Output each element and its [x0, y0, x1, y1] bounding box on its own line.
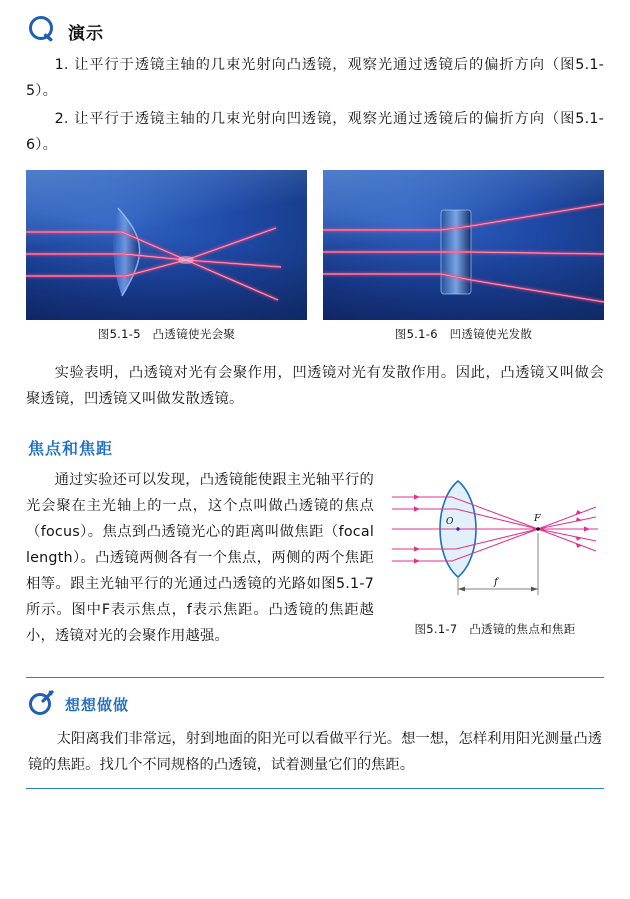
demo-title: 演示 — [68, 23, 104, 44]
svg-text:F: F — [534, 513, 541, 524]
svg-text:O: O — [446, 517, 454, 527]
svg-text:f: f — [494, 577, 498, 588]
demo-section-header — [28, 16, 604, 46]
figure-5-1-6 — [323, 170, 604, 342]
figure-5-1-5-caption: 图5.1-5 凸透镜使光会聚 — [97, 327, 236, 341]
focus-paragraph: 通过实验还可以发现，凸透镜能使跟主光轴平行的光会聚在主光轴上的一点，这个点叫做凸透镜的焦点（focus）。焦点到凸透镜光心的距离叫做焦距（focal length）。凸透镜两侧各有一个焦点，两侧的两个焦距相等。跟主光轴平行的光通过凸透镜的光路如图5.1-7所示。图中F表示焦点，f表示焦距。凸透镜的焦距越小，透镜对光的会聚作用越强。 — [26, 472, 374, 644]
focus-section-figure-column — [386, 467, 604, 637]
focus-section-body — [26, 467, 604, 651]
concave-lens-diverging-light-photo — [323, 170, 604, 320]
focus-section-text-column — [26, 467, 374, 651]
convex-lens-focus-diagram — [386, 471, 604, 611]
figure-5-1-6-caption: 图5.1-6 凹透镜使光发散 — [394, 327, 533, 341]
think-and-do-header — [28, 688, 604, 720]
think-and-do-text: 太阳离我们非常远，射到地面的阳光可以看做平行光。想一想，怎样利用阳光测量凸透镜的焦距。找几个不同规格的凸透镜，试着测量它们的焦距。 — [28, 731, 602, 773]
think-and-do-title: 想想做做 — [65, 695, 130, 714]
think-and-do-box — [26, 677, 604, 789]
convex-lens-converging-light-photo — [26, 170, 307, 320]
demo-item-1: 1. 让平行于透镜主轴的几束光射向凸透镜，观察光通过透镜后的偏折方向（图5.1-5）。 — [26, 57, 604, 99]
wrench-circle-icon — [28, 688, 56, 720]
focus-section-heading: 焦点和焦距 — [28, 439, 114, 458]
magnifier-circle-icon — [28, 16, 58, 46]
figure-5-1-7-caption: 图5.1-7 凸透镜的焦点和焦距 — [414, 622, 576, 636]
figure-row — [26, 170, 604, 342]
demo-item-2: 2. 让平行于透镜主轴的几束光射向凹透镜，观察光通过透镜后的偏折方向（图5.1-6）。 — [26, 111, 604, 153]
conclusion-paragraph: 实验表明，凸透镜对光有会聚作用，凹透镜对光有发散作用。因此，凸透镜又叫做会聚透镜，凹透镜又叫做发散透镜。 — [26, 365, 604, 407]
figure-5-1-5 — [26, 170, 307, 342]
